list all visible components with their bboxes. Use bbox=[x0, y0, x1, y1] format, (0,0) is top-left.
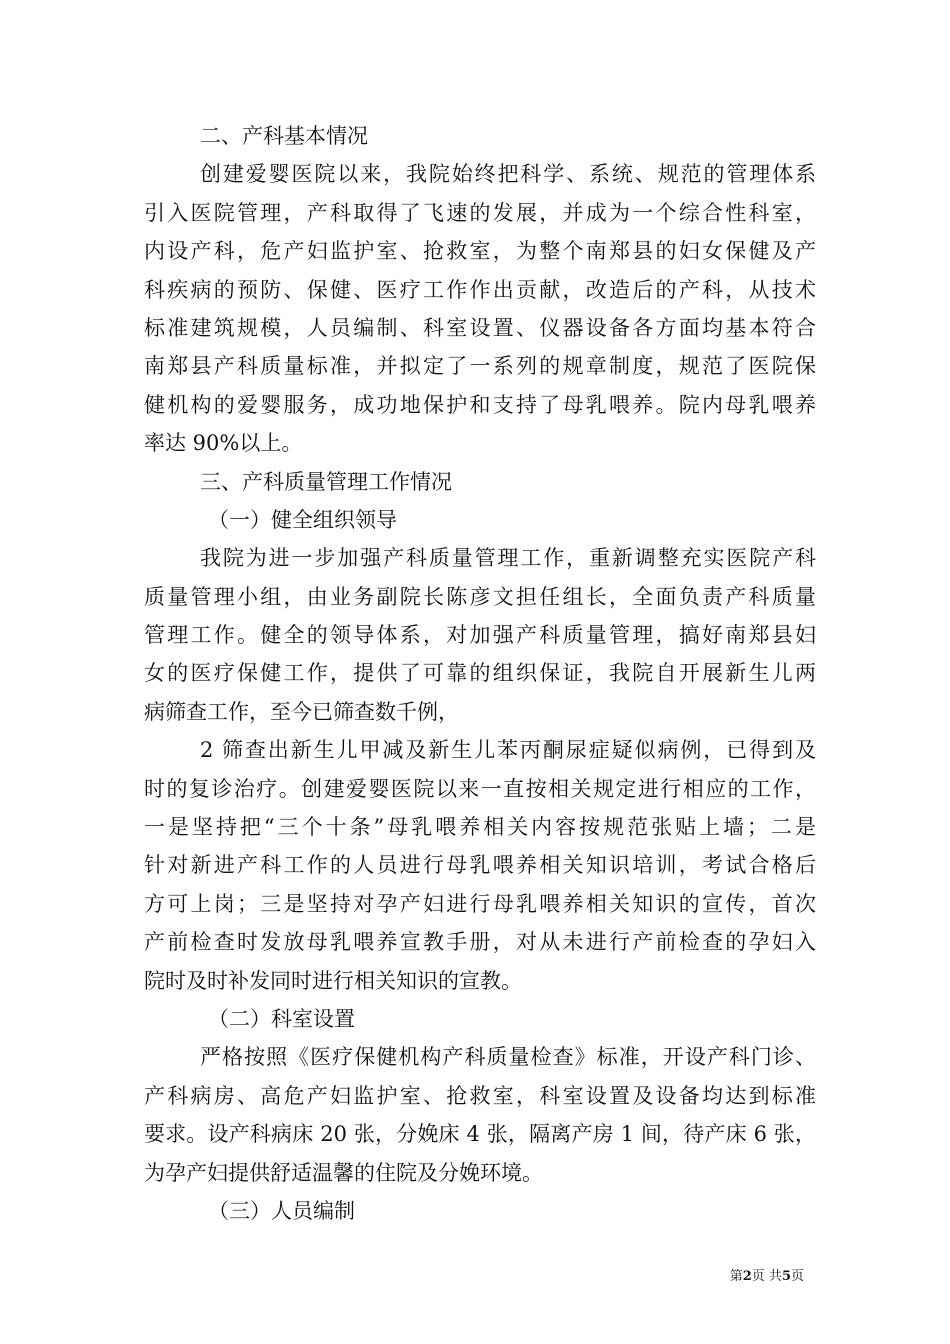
text-line: 管理工作。健全的领导体系，对加强产科质量管理，搞好南郑县妇 bbox=[144, 623, 816, 648]
text-line: 引入医院管理，产科取得了飞速的发展，并成为一个综合性科室， bbox=[144, 200, 816, 225]
total-pages: 5 bbox=[781, 1269, 791, 1284]
text-line: 产前检查时发放母乳喂养宣教手册，对从未进行产前检查的孕妇入 bbox=[144, 930, 816, 955]
text-line: 院时及时补发同时进行相关知识的宣教。 bbox=[144, 968, 522, 993]
page-number bbox=[730, 1268, 804, 1286]
text-line: 质量管理小组，由业务副院长陈彦文担任组长，全面负责产科质量 bbox=[144, 584, 816, 609]
text-line: 科疾病的预防、保健、医疗工作作出贡献，改造后的产科，从技术 bbox=[144, 277, 816, 302]
text-line: 南郑县产科质量标准，并拟定了一系列的规章制度，规范了医院保 bbox=[144, 354, 816, 379]
text-line: 内设产科，危产妇监护室、抢救室，为整个南郑县的妇女保健及产 bbox=[144, 239, 816, 264]
text-line: （二）科室设置 bbox=[208, 1006, 355, 1031]
text-line: 我院为进一步加强产科质量管理工作，重新调整充实医院产科 bbox=[200, 546, 816, 571]
text-line: 2 筛查出新生儿甲减及新生儿苯丙酮尿症疑似病例，已得到及 bbox=[200, 738, 816, 763]
text-line: 针对新进产科工作的人员进行母乳喂养相关知识培训，考试合格后 bbox=[144, 853, 816, 878]
page-suffix: 页 bbox=[790, 1269, 804, 1284]
text-line: （三）人员编制 bbox=[208, 1198, 355, 1223]
text-line: 二、产科基本情况 bbox=[200, 124, 368, 148]
text-line: 为孕产妇提供舒适温馨的住院及分娩环境。 bbox=[144, 1160, 543, 1185]
text-line: 创建爱婴医院以来，我院始终把科学、系统、规范的管理体系 bbox=[200, 162, 816, 187]
text-line: 标准建筑规模，人员编制、科室设置、仪器设备各方面均基本符合 bbox=[144, 315, 816, 340]
document-body bbox=[144, 117, 816, 1230]
text-line: （一）健全组织领导 bbox=[208, 507, 397, 532]
text-line: 要求。设产科病床 20 张，分娩床 4 张，隔离产房 1 间，待产床 6 张， bbox=[144, 1122, 816, 1147]
page-prefix: 第 bbox=[729, 1269, 743, 1284]
text-line: 病筛查工作，至今已筛查数千例， bbox=[144, 699, 459, 724]
text-line: 产科病房、高危产妇监护室、抢救室，科室设置及设备均达到标准 bbox=[144, 1083, 816, 1108]
text-line: 方可上岗；三是坚持对孕产妇进行母乳喂养相关知识的宣传，首次 bbox=[144, 891, 816, 916]
text-line: 一是坚持把“三个十条”母乳喂养相关内容按规范张贴上墙；二是 bbox=[144, 815, 816, 840]
text-line: 健机构的爱婴服务，成功地保护和支持了母乳喂养。院内母乳喂养 bbox=[144, 392, 816, 417]
page-middle: 页 共 bbox=[751, 1269, 782, 1284]
text-line: 率达 90%以上。 bbox=[144, 431, 303, 456]
current-page: 2 bbox=[742, 1269, 752, 1284]
text-line: 时的复诊治疗。创建爱婴医院以来一直按相关规定进行相应的工作， bbox=[144, 776, 816, 801]
text-line: 女的医疗保健工作，提供了可靠的组织保证，我院自开展新生儿两 bbox=[144, 661, 816, 686]
text-line: 三、产科质量管理工作情况 bbox=[200, 469, 452, 494]
text-line: 严格按照《医疗保健机构产科质量检查》标准，开设产科门诊、 bbox=[200, 1045, 816, 1070]
